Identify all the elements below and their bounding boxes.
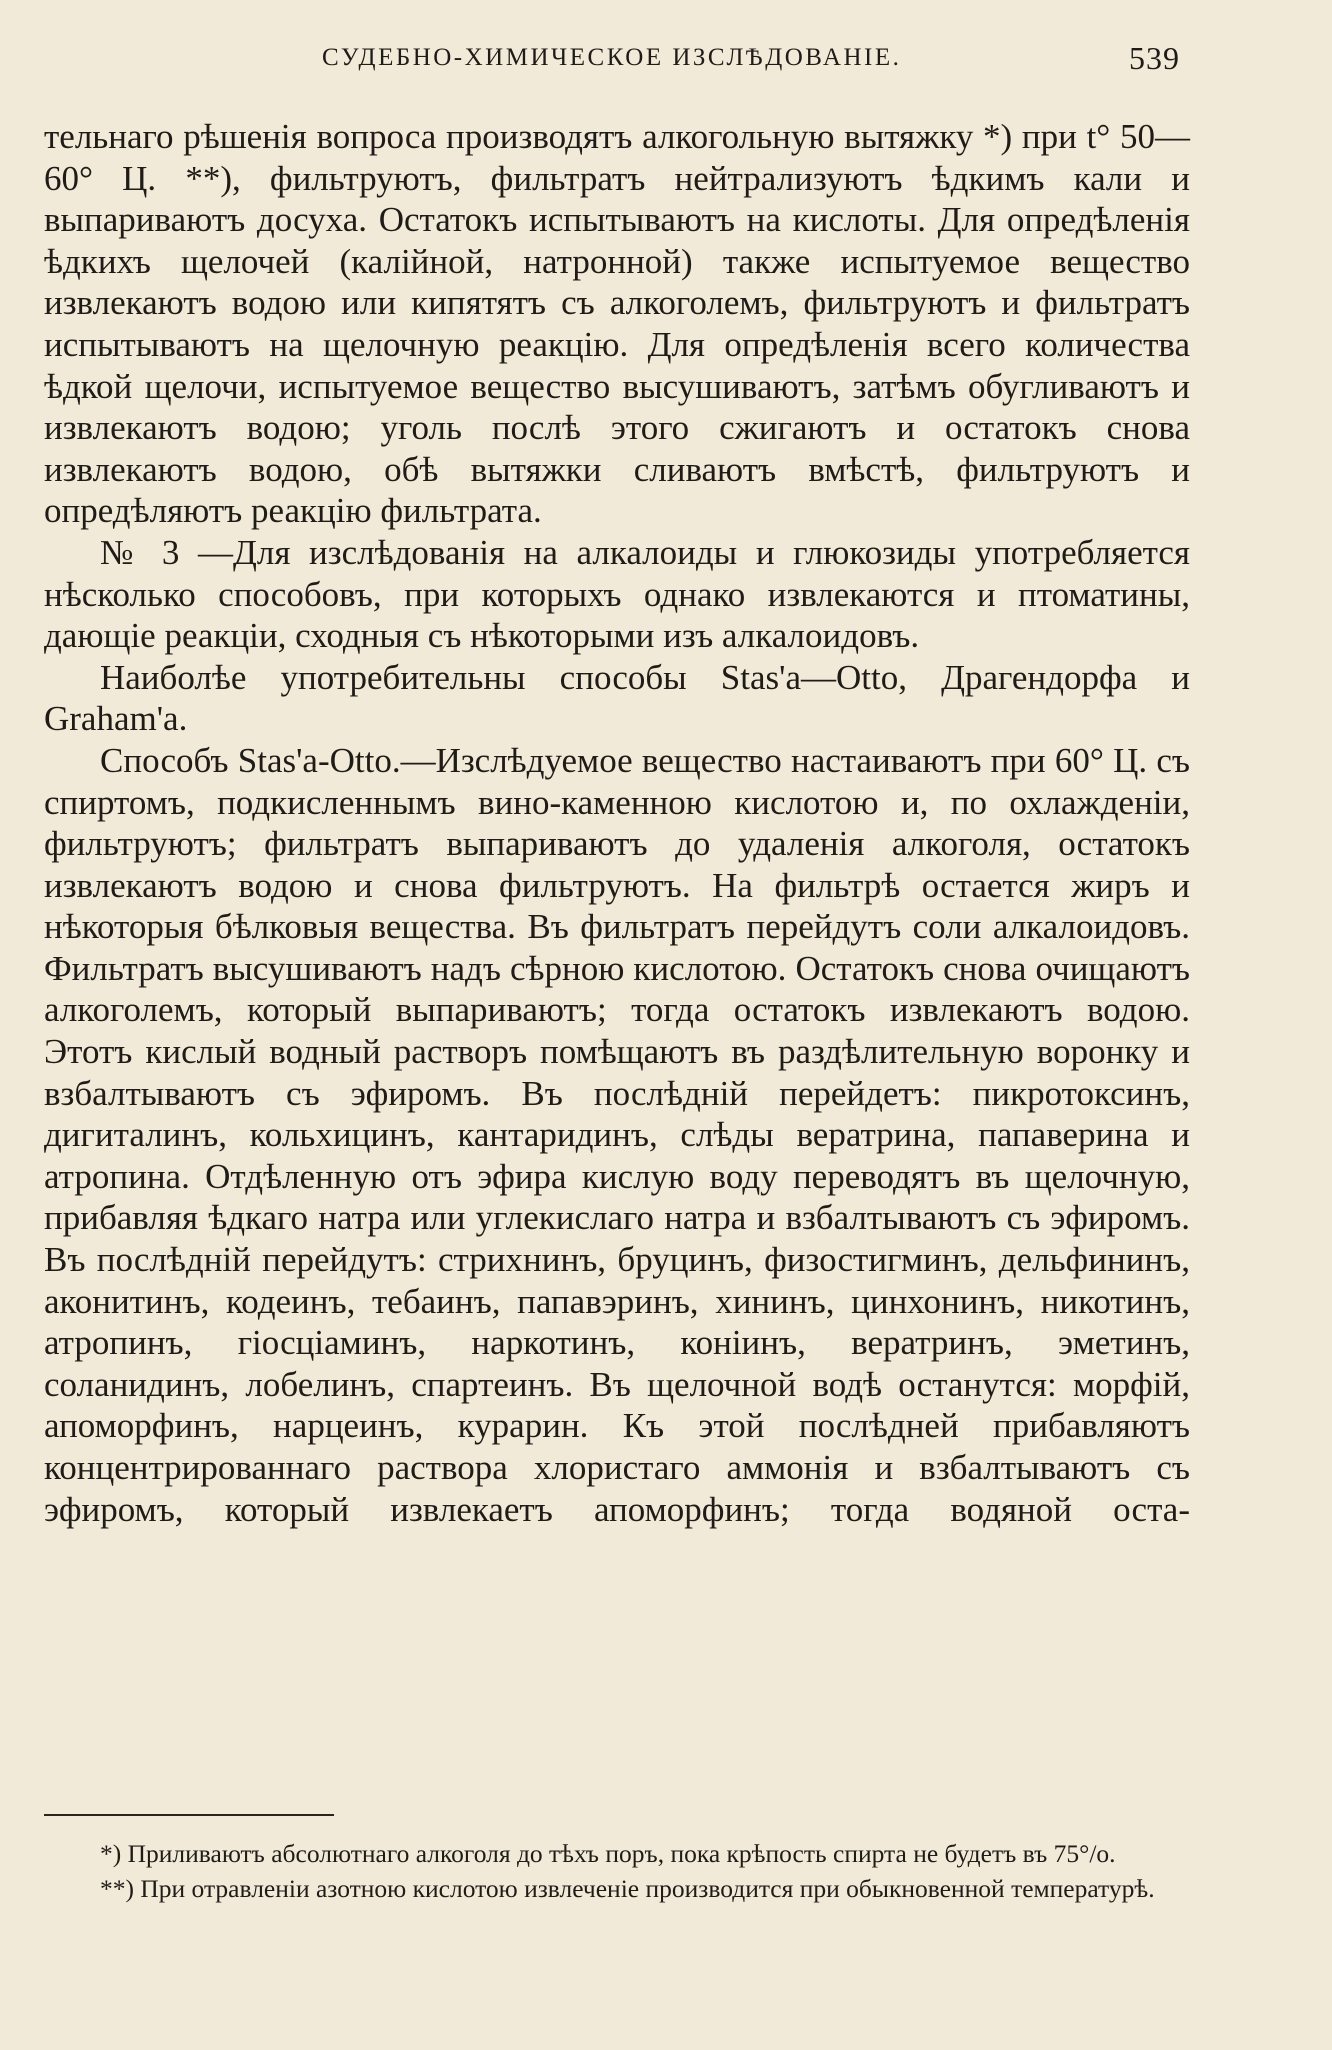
footnote-divider [44,1814,334,1816]
footnote-1: *) Приливаютъ абсолютнаго алкоголя до тѣхъ поръ, пока крѣпость спирта не будетъ въ 75°/о. [100,1839,1116,1868]
running-title: СУДЕБНО-ХИМИЧЕСКОЕ ИЗСЛѢДОВАНІЕ. [322,44,902,71]
paragraph-stas-otto-method: Способъ Stas'a-Otto.—Изслѣдуемое вещество настаиваютъ при 60° Ц. съ спиртомъ, подкисленнымъ вино-каменною кислотою и, по охлажденіи, фильтруютъ; фильтратъ выпариваютъ до удаленія алкоголя, остатокъ извлекаютъ водою и снова фильтруютъ. На фильтрѣ остается жиръ и нѣкоторыя бѣлковыя вещества. Въ фильтратъ перейдутъ соли алкалоидовъ. Фильтратъ высушиваютъ надъ сѣрною кислотою. Остатокъ снова очищаютъ алкоголемъ, который выпариваютъ; тогда остатокъ извлекаютъ водою. Этотъ кислый водный растворъ помѣщаютъ въ раздѣлительную воронку и взбалтываютъ съ эфиромъ. Въ послѣдній перейдетъ: пикротоксинъ, дигиталинъ, кольхицинъ, кантаридинъ, слѣды вератрина, папаверина и атропина. Отдѣленную отъ эфира кислую воду переводятъ въ щелочную, прибавляя ѣдкаго натра или углекислаго натра и взбалтываютъ съ эфиромъ. Въ послѣдній перейдутъ: стрихнинъ, бруцинъ, физостигминъ, дельфининъ, аконитинъ, кодеинъ, тебаинъ, папавэринъ, хининъ, цинхонинъ, никотинъ, атропинъ, гіосціаминъ, наркотинъ, коніинъ, вератринъ, эметинъ, соланидинъ, лобелинъ, спартеинъ. Въ щелочной водѣ останутся: морфій, апоморфинъ, нарцеинъ, курарин. Къ этой послѣдней прибавляютъ концентрированнаго раствора хлористаго аммонія и взбалтываютъ съ эфиромъ, который извлекаетъ апоморфинъ; тогда водяной оста- [44,740,1190,1529]
footnote-2: **) При отравленіи азотною кислотою извлеченіе производится при обыкновенной температурѣ. [100,1874,1155,1903]
page-number: 539 [1129,40,1180,76]
main-text [44,116,1190,1530]
paragraph-continuation: тельнаго рѣшенія вопроса производятъ алкогольную вытяжку *) при t° 50—60° Ц. **), фильтруютъ, фильтратъ нейтрализуютъ ѣдкимъ кали и выпариваютъ досуха. Остатокъ испытываютъ на кислоты. Для опредѣленія ѣдкихъ щелочей (калійной, натронной) также испытуемое вещество извлекаютъ водою или кипятятъ съ алкоголемъ, фильтруютъ и фильтратъ испытываютъ на щелочную реакцію. Для опредѣленія всего количества ѣдкой щелочи, испытуемое вещество высушиваютъ, затѣмъ обугливаютъ и извлекаютъ водою; уголь послѣ этого сжигаютъ и остатокъ снова извлекаютъ водою, обѣ вытяжки сливаютъ вмѣстѣ, фильтруютъ и опредѣляютъ реакцію фильтрата. [44,117,1190,531]
paragraph-methods: Наиболѣе употребительны способы Stas'a—Otto, Драгендорфа и Graham'a. [44,657,1190,739]
paragraph-section-3: № 3 —Для изслѣдованія на алкалоиды и глюкозиды употребляется нѣсколько способовъ, при которыхъ однако извлекаются и птоматины, дающіе реакціи, сходныя съ нѣкоторыми изъ алкалоидовъ. [44,532,1190,656]
footnotes [44,1838,1186,1908]
